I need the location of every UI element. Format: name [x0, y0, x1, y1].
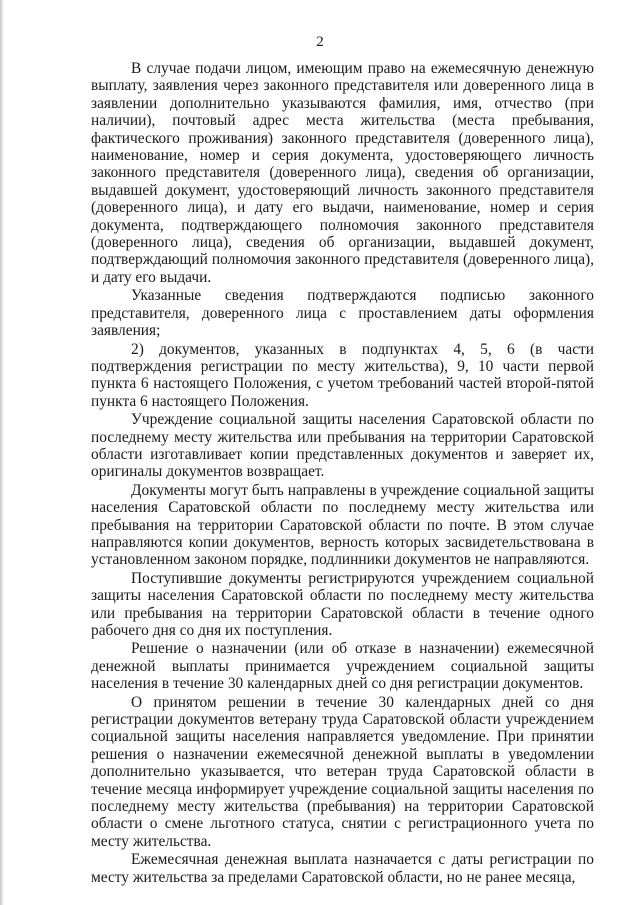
paragraph-notification: О принятом решении в течение 30 календарных дней со дня регистрации документов ветерану труда Саратовской области учреждением социальной защиты населения направляется уведомление. При принятии решения о назначении ежемесячной денежной выплаты в уведомлении дополнительно указывается, что ветеран труда Саратовской области в течение месяца информирует учреждение социальной защиты населения по последнему месту жительства (пребывания) на территории Саратовской области о смене льготного статуса, снятии с регистрационного учета по месту жительства. [91, 693, 594, 850]
paragraph-signature-confirmation: Указанные сведения подтверждаются подписью законного представителя, доверенного лица с проставлением даты оформления заявления; [91, 287, 594, 340]
paragraph-documents-list: 2) документов, указанных в подпунктах 4, 5, 6 (в части подтверждения регистрации по месту жительства), 9, 10 части первой пункта 6 настоящего Положения, с учетом требований частей второй-пятой пункта 6 настоящего Положения. [91, 340, 594, 410]
document-body [91, 60, 594, 887]
paragraph-representative-details: В случае подачи лицом, имеющим право на ежемесячную денежную выплату, заявления через законного представителя или доверенного лица в заявлении дополнительно указываются фамилия, имя, отчество (при наличии), почтовый адрес места жительства (места пребывания, фактического проживания) законного представителя (доверенного лица), наименование, номер и серия документа, удостоверяющего личность законного представителя (доверенного лица), сведения об организации, выдавшей документ, удостоверяющий личность законного представителя (доверенного лица), и дату его выдачи, наименование, номер и серия документа, подтверждающего полномочия законного представителя (доверенного лица), сведения об организации, выдавшей документ, подтверждающий полномочия законного представителя (доверенного лица), и дату его выдачи. [91, 60, 594, 286]
scan-edge [0, 0, 4, 905]
paragraph-payment-start: Ежемесячная денежная выплата назначается с даты регистрации по месту жительства за пределами Саратовской области, но не ранее месяца, [91, 851, 594, 886]
page-number: 2 [316, 34, 324, 50]
paragraph-postal-submission: Документы могут быть направлены в учреждение социальной защиты населения Саратовской области по последнему месту жительства или пребывания на территории Саратовской области по почте. В этом случае направляются копии документов, верность которых засвидетельствована в установленном законом порядке, подлинники документов не направляются. [91, 481, 594, 569]
paragraph-registration: Поступившие документы регистрируются учреждением социальной защиты населения Саратовской области по последнему месту жительства или пребывания на территории Саратовской области в течение одного рабочего дня со дня их поступления. [91, 569, 594, 639]
paragraph-copies: Учреждение социальной защиты населения Саратовской области по последнему месту жительства или пребывания на территории Саратовской области изготавливает копии представленных документов и заверяет их, оригиналы документов возвращает. [91, 411, 594, 481]
paragraph-decision: Решение о назначении (или об отказе в назначении) ежемесячной денежной выплаты принимается учреждением социальной защиты населения в течение 30 календарных дней со дня регистрации документов. [91, 640, 594, 693]
